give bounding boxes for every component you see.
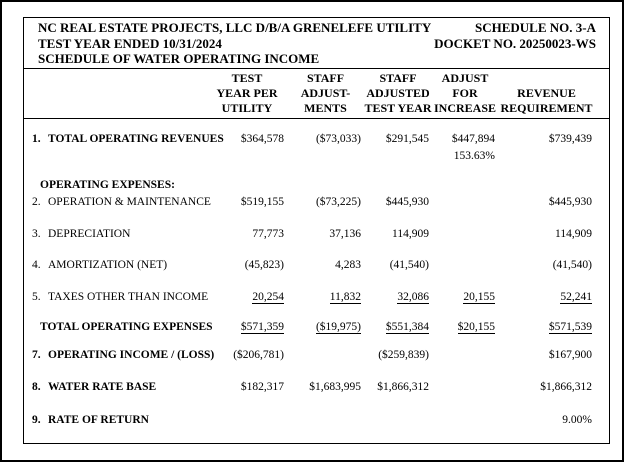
- cell-value: ($259,839): [378, 348, 429, 361]
- table-body: [24, 132, 609, 428]
- cell-value: $1,866,312: [540, 380, 592, 393]
- row-number: 2.: [32, 195, 41, 208]
- cell-value: (41,540): [552, 258, 592, 271]
- cell-value: [432, 258, 498, 273]
- row-number: 5.: [32, 290, 41, 303]
- cell-value: $571,359: [240, 320, 284, 333]
- cell-value: 52,241: [560, 290, 592, 303]
- cell-value: $291,545: [385, 132, 429, 145]
- cell-value: 20,254: [252, 290, 284, 303]
- column-header-staff-adjusted-test-year: STAFF ADJUSTED TEST YEAR: [364, 70, 432, 115]
- table-row-depreciation: [24, 227, 609, 242]
- row-label: WATER RATE BASE: [48, 380, 157, 393]
- row-number: 1.: [32, 132, 41, 145]
- column-header-adjust-for-increase: ADJUST FOR INCREASE: [433, 70, 496, 115]
- cell-value: $445,930: [548, 195, 592, 208]
- docket-number: DOCKET NO. 20250023-WS: [434, 35, 596, 51]
- table-row-water-rate-base: [24, 380, 609, 395]
- cell-value: $182,317: [240, 380, 284, 393]
- cell-value: [432, 413, 498, 428]
- company-name: NC REAL ESTATE PROJECTS, LLC D/B/A GRENELEFE UTILITY: [38, 20, 432, 35]
- schedule-title: SCHEDULE OF WATER OPERATING INCOME: [38, 51, 320, 66]
- table-row-operation-maintenance: [24, 195, 609, 210]
- cell-value: $1,683,995: [309, 380, 361, 393]
- cell-value: [207, 413, 287, 428]
- cell-value: [432, 380, 498, 395]
- header-line-3: [38, 51, 596, 67]
- cell-value: $571,539: [548, 320, 592, 333]
- cell-value: 32,086: [397, 290, 429, 303]
- cell-value: $1,866,312: [377, 380, 429, 393]
- table-row-rate-of-return: [24, 413, 609, 428]
- row-number: 3.: [32, 227, 41, 240]
- table-row-amortization-net: [24, 258, 609, 273]
- cell-value: $20,155: [457, 320, 495, 333]
- row-label: TOTAL OPERATING REVENUES: [48, 132, 224, 145]
- row-number: 4.: [32, 258, 41, 271]
- cell-value: $447,894: [451, 132, 495, 145]
- cell-value: [432, 348, 498, 363]
- cell-value: [287, 348, 364, 363]
- cell-value: [432, 227, 498, 242]
- cell-value: [287, 413, 364, 428]
- row-label: DEPRECIATION: [48, 227, 131, 240]
- cell-value: 37,136: [329, 227, 361, 240]
- cell-value: [432, 195, 498, 210]
- cell-value: 114,909: [392, 227, 429, 240]
- cell-value: $445,930: [385, 195, 429, 208]
- header-line-1: [38, 20, 596, 36]
- cell-value: [364, 413, 432, 428]
- row-label: RATE OF RETURN: [48, 413, 149, 426]
- table-row-increase-percentage: [24, 149, 609, 164]
- column-header-staff-adjustments: STAFF ADJUST- MENTS: [300, 70, 351, 115]
- cell-value: (45,823): [244, 258, 284, 271]
- cell-value: $364,578: [240, 132, 284, 145]
- cell-value: $551,384: [385, 320, 429, 333]
- schedule-sheet: [23, 17, 610, 444]
- cell-value: ($19,975): [315, 320, 361, 333]
- cell-value: $739,439: [548, 132, 592, 145]
- table-row-taxes-other-than-income: [24, 290, 609, 305]
- table-row-operating-expenses-header: [24, 178, 609, 193]
- cell-value: 77,773: [252, 227, 284, 240]
- cell-value: 4,283: [335, 258, 361, 271]
- row-label: TOTAL OPERATING EXPENSES: [40, 320, 213, 333]
- cell-value: $167,900: [548, 348, 592, 361]
- column-header-test-year-per-utility: TEST YEAR PER UTILITY: [216, 70, 278, 115]
- header-line-2: [38, 36, 596, 52]
- increase-percentage: 153.63%: [453, 149, 495, 162]
- cell-value: ($73,225): [315, 195, 361, 208]
- row-label: AMORTIZATION (NET): [48, 258, 168, 271]
- cell-value: $519,155: [240, 195, 284, 208]
- table-row-total-operating-revenues: [24, 132, 609, 147]
- cell-value: (41,540): [389, 258, 429, 271]
- row-label: OPERATING INCOME / (LOSS): [48, 348, 215, 361]
- cell-value: ($73,033): [315, 132, 361, 145]
- table-row-operating-income-loss: [24, 348, 609, 363]
- row-number: 7.: [32, 348, 41, 361]
- document-header: [24, 18, 609, 69]
- cell-value: ($206,781): [233, 348, 284, 361]
- cell-value: 11,832: [329, 290, 361, 303]
- test-year-label: TEST YEAR ENDED 10/31/2024: [38, 35, 222, 51]
- column-header-spacer: [24, 71, 207, 116]
- column-headers: [24, 69, 609, 119]
- cell-value: 9.00%: [562, 413, 592, 426]
- row-number: 9.: [32, 413, 41, 426]
- schedule-number: SCHEDULE NO. 3-A: [475, 20, 596, 35]
- cell-value: 20,155: [463, 290, 495, 303]
- section-label: OPERATING EXPENSES:: [40, 178, 175, 191]
- cell-value: 114,909: [555, 227, 592, 240]
- row-number: 8.: [32, 380, 41, 393]
- column-header-revenue-requirement: REVENUE REQUIREMENT: [500, 85, 593, 115]
- row-label: OPERATION & MAINTENANCE: [48, 195, 211, 208]
- table-row-total-operating-expenses: [24, 320, 609, 335]
- row-label: TAXES OTHER THAN INCOME: [48, 290, 209, 303]
